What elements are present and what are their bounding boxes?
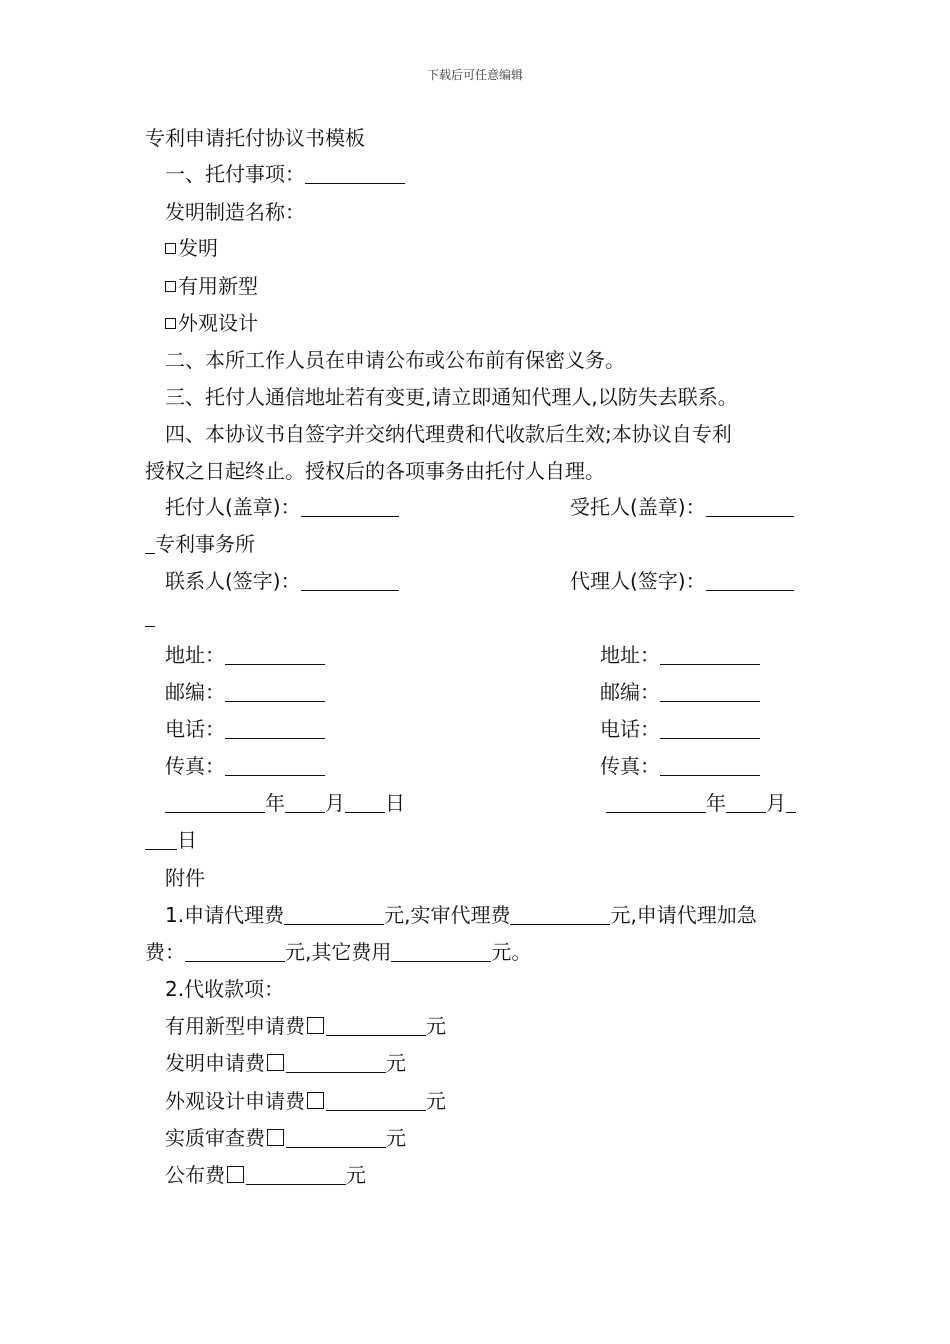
item-1 <box>165 161 405 187</box>
client-phone <box>165 716 325 742</box>
fee-text: 元,申请代理加急 <box>610 903 757 927</box>
blank-field <box>225 755 325 776</box>
blank-field <box>286 1127 386 1148</box>
page-header: 下载后可任意编辑 <box>426 68 523 82</box>
option-label: 有用新型 <box>178 274 258 298</box>
item-3: 三、托付人通信地址若有变更,请立即通知代理人,以防失去联系。 <box>165 385 738 409</box>
client-postcode <box>165 679 325 705</box>
agent-fax <box>600 753 760 779</box>
blank-field <box>786 792 796 813</box>
blank-field <box>660 644 760 665</box>
blank-field <box>706 496 794 517</box>
yuan-label: 元 <box>426 1014 446 1038</box>
blank-field <box>225 644 325 665</box>
document-title: 专利申请托付协议书模板 <box>145 126 365 150</box>
blank-field <box>345 792 385 813</box>
client-seal-label: 托付人(盖章)： <box>165 495 301 519</box>
option-label: 外观设计 <box>178 311 258 335</box>
yuan-label: 元 <box>386 1051 406 1075</box>
yuan-label: 元 <box>346 1163 366 1187</box>
agent-seal <box>570 494 794 520</box>
blank-field <box>185 941 285 962</box>
fax-label: 传真： <box>600 754 660 778</box>
collect-item-label: 有用新型申请费 <box>165 1014 305 1038</box>
checkbox-icon <box>307 1017 324 1034</box>
blank-field <box>326 1015 426 1036</box>
collect-item <box>165 1162 366 1188</box>
fee-line-2 <box>145 939 531 965</box>
client-address <box>165 642 325 668</box>
agent-phone <box>600 716 760 742</box>
fee-text: 元,实审代理费 <box>384 903 511 927</box>
agent-postcode <box>600 679 760 705</box>
option-invention <box>165 235 218 261</box>
blank-field <box>660 755 760 776</box>
month-label: 月 <box>766 791 786 815</box>
blank-field <box>225 718 325 739</box>
client-fax <box>165 753 325 779</box>
blank-field <box>301 570 399 591</box>
agent-sign-label: 代理人(签字)： <box>570 569 706 593</box>
checkbox-icon <box>165 318 176 329</box>
collect-item-label: 外观设计申请费 <box>165 1089 305 1113</box>
blank-field <box>510 904 610 925</box>
agent-date-continuation <box>145 827 197 853</box>
day-label: 日 <box>177 828 197 852</box>
checkbox-icon <box>267 1054 284 1071</box>
address-label: 地址： <box>600 643 660 667</box>
postcode-label: 邮编： <box>600 680 660 704</box>
day-label: 日 <box>385 791 405 815</box>
item-4-line-2: 授权之日起终止。授权后的各项事务由托付人自理。 <box>145 459 605 483</box>
blank-field <box>165 792 265 813</box>
collect-label: 2.代收款项： <box>165 977 285 1001</box>
blank-field <box>606 792 706 813</box>
month-label: 月 <box>325 791 345 815</box>
invention-name-label: 发明制造名称： <box>165 200 305 224</box>
blank-field <box>284 904 384 925</box>
client-date <box>165 790 405 816</box>
blank-field <box>145 829 177 850</box>
item-4-line-1: 四、本协议书自签字并交纳代理费和代收款后生效;本协议自专利 <box>165 422 732 446</box>
option-label: 发明 <box>178 236 218 260</box>
collect-item-label: 实质审查费 <box>165 1126 265 1150</box>
agent-firm-label: 专利事务所 <box>155 532 255 556</box>
fee-line-1 <box>165 902 757 928</box>
collect-item <box>165 1125 406 1151</box>
phone-label: 电话： <box>165 717 225 741</box>
blank-field <box>660 681 760 702</box>
address-label: 地址： <box>165 643 225 667</box>
blank-field <box>246 1164 346 1185</box>
collect-item-label: 发明申请费 <box>165 1051 265 1075</box>
item-2: 二、本所工作人员在申请公布或公布前有保密义务。 <box>165 348 625 372</box>
fax-label: 传真： <box>165 754 225 778</box>
agent-seal-label: 受托人(盖章)： <box>570 495 706 519</box>
blank-field <box>326 1090 426 1111</box>
blank-field <box>145 533 155 554</box>
collect-item <box>165 1088 446 1114</box>
blank-field <box>225 681 325 702</box>
option-utility-model <box>165 273 258 299</box>
agent-sign <box>570 568 794 594</box>
item-1-label: 一、托付事项： <box>165 162 305 186</box>
agent-date <box>606 790 796 816</box>
fee-text: 元,其它费用 <box>285 940 392 964</box>
collect-item <box>165 1013 446 1039</box>
year-label: 年 <box>706 791 726 815</box>
checkbox-icon <box>267 1129 284 1146</box>
blank-field <box>145 606 155 627</box>
collect-item <box>165 1050 406 1076</box>
client-seal <box>165 494 399 520</box>
attachment-heading: 附件 <box>165 866 205 890</box>
checkbox-icon <box>165 281 176 292</box>
blank-field <box>301 496 399 517</box>
blank-field <box>726 792 766 813</box>
agent-firm <box>145 531 255 557</box>
option-design <box>165 310 258 336</box>
contact-sign-label: 联系人(签字)： <box>165 569 301 593</box>
yuan-label: 元 <box>386 1126 406 1150</box>
blank-field <box>305 163 405 184</box>
contact-sign <box>165 568 399 594</box>
fee-text: 1.申请代理费 <box>165 903 285 927</box>
fee-text: 费： <box>145 940 185 964</box>
checkbox-icon <box>165 243 176 254</box>
blank-field <box>706 570 794 591</box>
postcode-label: 邮编： <box>165 680 225 704</box>
blank-field <box>285 792 325 813</box>
fee-text: 元。 <box>491 940 532 964</box>
collect-item-label: 公布费 <box>165 1163 225 1187</box>
agent-sign-continuation <box>145 604 155 630</box>
checkbox-icon <box>227 1166 244 1183</box>
year-label: 年 <box>265 791 285 815</box>
yuan-label: 元 <box>426 1089 446 1113</box>
phone-label: 电话： <box>600 717 660 741</box>
blank-field <box>660 718 760 739</box>
agent-address <box>600 642 760 668</box>
blank-field <box>286 1052 386 1073</box>
checkbox-icon <box>307 1092 324 1109</box>
blank-field <box>391 941 491 962</box>
